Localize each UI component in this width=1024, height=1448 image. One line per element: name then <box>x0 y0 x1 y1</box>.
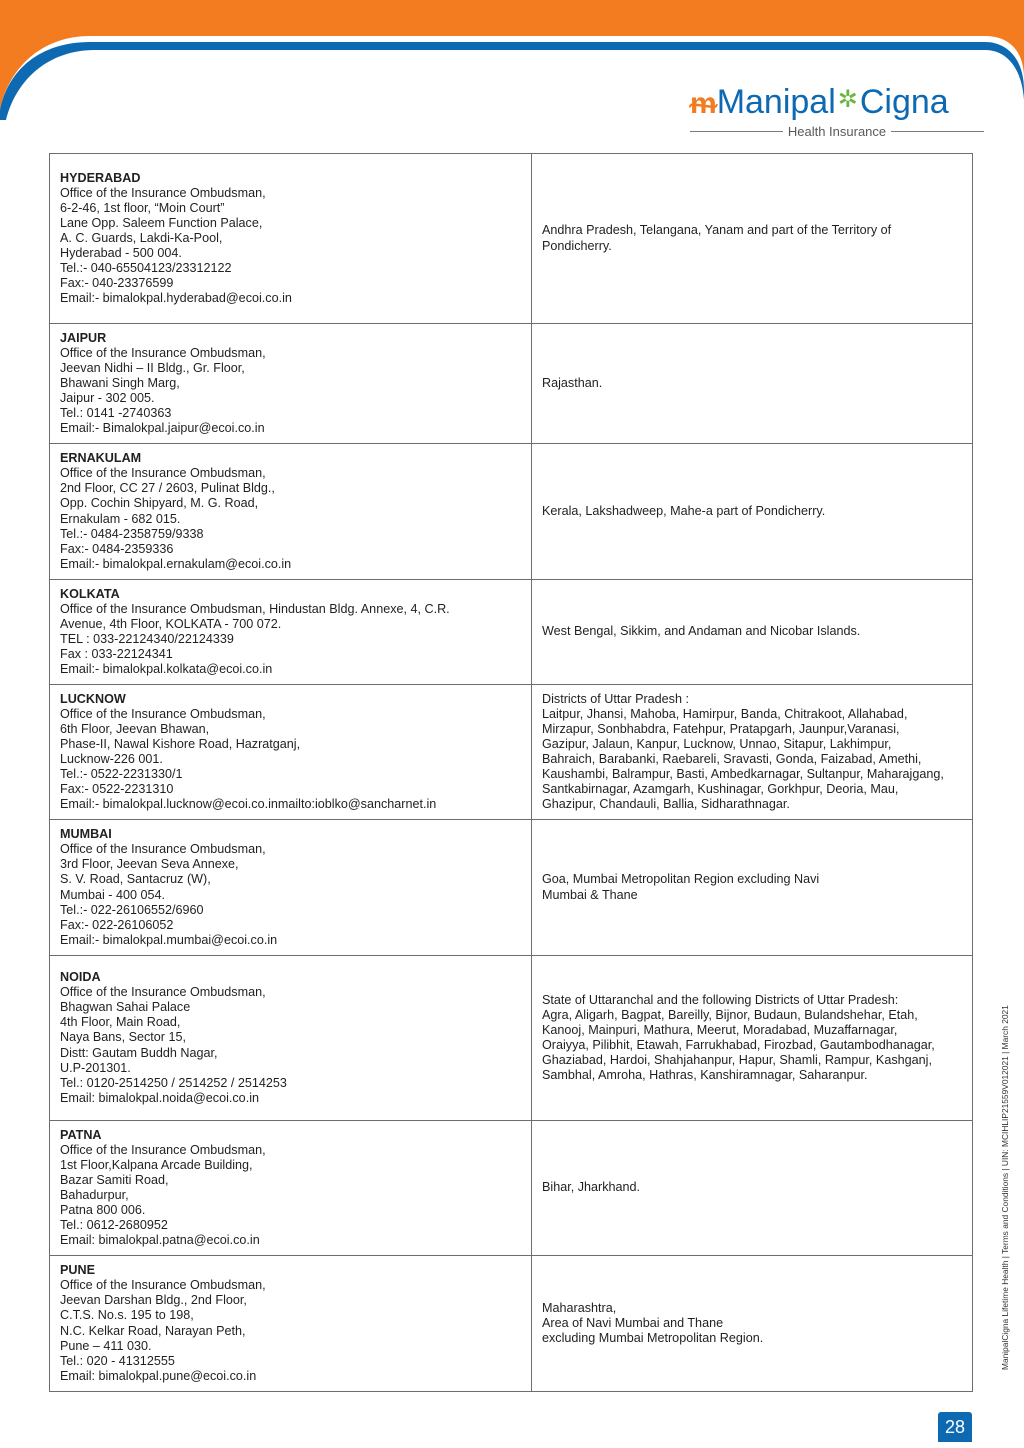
office-city: LUCKNOW <box>60 691 126 706</box>
office-address-line: Lane Opp. Saleem Function Palace, <box>60 215 263 230</box>
office-address-cell <box>50 685 532 820</box>
office-address-line: Fax:- 022-26106052 <box>60 917 174 932</box>
office-address-line: Office of the Insurance Ombudsman, <box>60 466 266 481</box>
jurisdiction-cell <box>532 580 973 685</box>
office-address-line: Email: bimalokpal.patna@ecoi.co.in <box>60 1233 260 1248</box>
logo-name-cigna: Cigna <box>859 83 949 121</box>
jurisdiction-line: West Bengal, Sikkim, and Andaman and Nicobar Islands. <box>542 624 861 639</box>
jurisdiction-line: Maharashtra, <box>542 1300 617 1315</box>
jurisdiction-line: Laitpur, Jhansi, Mahoba, Hamirpur, Banda, Chitrakoot, Allahabad, <box>542 706 908 721</box>
office-address-line: Office of the Insurance Ombudsman, <box>60 842 266 857</box>
jurisdiction-cell <box>532 1121 973 1256</box>
office-address-line: S. V. Road, Santacruz (W), <box>60 872 211 887</box>
office-row-hyderabad <box>50 154 973 324</box>
office-address-line: 3rd Floor, Jeevan Seva Annexe, <box>60 857 239 872</box>
office-address-line: Email:- bimalokpal.mumbai@ecoi.co.in <box>60 932 278 947</box>
logo-name-manipal: Manipal <box>716 83 836 121</box>
jurisdiction-line: Santkabirnagar, Azamgarh, Kushinagar, Gorkhpur, Deoria, Mau, <box>542 782 899 797</box>
office-address-line: 1st Floor,Kalpana Arcade Building, <box>60 1157 253 1172</box>
office-address-line: Tel.: 0141 -2740363 <box>60 406 172 421</box>
office-address-line: Tel.: 020 - 41312555 <box>60 1353 175 1368</box>
office-address-line: Fax:- 0484-2359336 <box>60 541 174 556</box>
office-city: PUNE <box>60 1263 95 1278</box>
jurisdiction-cell <box>532 956 973 1121</box>
jurisdiction-line: Pondicherry. <box>542 238 612 253</box>
jurisdiction-line: Kerala, Lakshadweep, Mahe-a part of Pondicherry. <box>542 503 826 518</box>
office-address-line: Phase-II, Nawal Kishore Road, Hazratganj, <box>60 736 301 751</box>
office-row-lucknow <box>50 685 973 820</box>
jurisdiction-line: excluding Mumbai Metropolitan Region. <box>542 1331 764 1346</box>
office-address-line: Fax:- 040-23376599 <box>60 276 174 291</box>
office-row-mumbai <box>50 820 973 956</box>
jurisdiction-line: Gazipur, Jalaun, Kanpur, Lucknow, Unnao, Sitapur, Lakhimpur, <box>542 736 892 751</box>
jurisdiction-line: Kanooj, Mainpuri, Mathura, Meerut, Moradabad, Muzaffarnagar, <box>542 1022 898 1037</box>
office-address-line: C.T.S. No.s. 195 to 198, <box>60 1308 194 1323</box>
office-row-pune <box>50 1256 973 1392</box>
office-address-cell <box>50 820 532 956</box>
office-address-line: Tel.:- 0484-2358759/9338 <box>60 526 204 541</box>
office-address-line: Email: bimalokpal.noida@ecoi.co.in <box>60 1090 259 1105</box>
jurisdiction-cell <box>532 324 973 444</box>
office-address-line: Bhagwan Sahai Palace <box>60 1000 191 1015</box>
office-address-line: Lucknow-226 001. <box>60 752 163 766</box>
jurisdiction-line: Goa, Mumbai Metropolitan Region excluding Navi <box>542 872 820 887</box>
office-address-line: Office of the Insurance Ombudsman, <box>60 185 266 200</box>
office-address-line: Email:- bimalokpal.lucknow@ecoi.co.inmailto:ioblko@sancharnet.in <box>60 797 437 812</box>
office-address-line: Tel.:- 0522-2231330/1 <box>60 767 183 782</box>
office-row-jaipur <box>50 324 973 444</box>
office-city: HYDERABAD <box>60 170 141 185</box>
office-address-line: Office of the Insurance Ombudsman, <box>60 706 266 721</box>
office-address-line: Tel.:- 022-26106552/6960 <box>60 902 204 917</box>
manipalcigna-logo <box>690 78 990 148</box>
jurisdiction-line: Area of Navi Mumbai and Thane <box>542 1315 724 1330</box>
office-row-ernakulam <box>50 444 973 580</box>
office-address-line: Tel.: 0612-2680952 <box>60 1218 168 1233</box>
office-address-line: Email:- bimalokpal.kolkata@ecoi.co.in <box>60 662 273 677</box>
page-number: 28 <box>938 1412 972 1442</box>
office-address-cell <box>50 1256 532 1392</box>
jurisdiction-line: Mumbai & Thane <box>542 887 638 902</box>
office-city: ERNAKULAM <box>60 451 142 466</box>
jurisdiction-line: Kaushambi, Balrampur, Basti, Ambedkarnagar, Sultanpur, Maharajgang, <box>542 767 944 782</box>
office-address-line: Ernakulam - 682 015. <box>60 511 181 526</box>
office-address-line: Pune – 411 030. <box>60 1338 152 1353</box>
office-address-line: Email:- Bimalokpal.jaipur@ecoi.co.in <box>60 421 265 436</box>
office-address-line: Fax : 033-22124341 <box>60 647 173 662</box>
office-address-line: Opp. Cochin Shipyard, M. G. Road, <box>60 496 259 511</box>
office-address-line: Office of the Insurance Ombudsman, <box>60 345 266 360</box>
office-address-line: N.C. Kelkar Road, Narayan Peth, <box>60 1323 246 1338</box>
office-address-cell <box>50 154 532 324</box>
office-address-line: Distt: Gautam Buddh Nagar, <box>60 1045 218 1060</box>
jurisdiction-cell <box>532 820 973 956</box>
office-address-line: Jeevan Darshan Bldg., 2nd Floor, <box>60 1293 247 1308</box>
jurisdiction-line: Agra, Aligarh, Bagpat, Bareilly, Bijnor, Budaun, Bulandshehar, Etah, <box>542 1007 918 1022</box>
office-city: KOLKATA <box>60 586 120 601</box>
office-address-line: 6-2-46, 1st floor, “Moin Court” <box>60 200 225 215</box>
office-address-line: A. C. Guards, Lakdi-Ka-Pool, <box>60 230 223 245</box>
office-address-line: Email:- bimalokpal.hyderabad@ecoi.co.in <box>60 291 292 306</box>
office-address-line: Patna 800 006. <box>60 1203 146 1218</box>
office-address-line: Naya Bans, Sector 15, <box>60 1030 187 1045</box>
office-row-noida <box>50 956 973 1121</box>
jurisdiction-line: Bihar, Jharkhand. <box>542 1180 641 1195</box>
office-city: NOIDA <box>60 970 101 985</box>
jurisdiction-line: Districts of Uttar Pradesh : <box>542 691 689 706</box>
office-address-line: Avenue, 4th Floor, KOLKATA - 700 072. <box>60 616 282 631</box>
office-address-line: Hyderabad - 500 004. <box>60 246 182 261</box>
office-address-line: U.P-201301. <box>60 1060 131 1075</box>
office-address-cell <box>50 324 532 444</box>
office-address-line: Fax:- 0522-2231310 <box>60 782 174 797</box>
divider <box>891 131 984 132</box>
office-city: MUMBAI <box>60 827 112 842</box>
office-address-cell <box>50 1121 532 1256</box>
office-address-line: Tel.: 0120-2514250 / 2514252 / 2514253 <box>60 1075 287 1090</box>
office-address-line: Mumbai - 400 054. <box>60 887 166 902</box>
office-city: PATNA <box>60 1127 102 1142</box>
jurisdiction-line: Ghaziabad, Hardoi, Shahjahanpur, Hapur, Shamli, Rampur, Kashganj, <box>542 1053 932 1068</box>
jurisdiction-line: Ghazipur, Chandauli, Ballia, Sidharathnagar. <box>542 797 790 812</box>
office-address-line: 2nd Floor, CC 27 / 2603, Pulinat Bldg., <box>60 481 275 496</box>
jurisdiction-cell <box>532 685 973 820</box>
footer-side-note: ManipalCigna Lifetime Health | Terms and Conditions | UIN: MCIHLIP21559V012021 | March 2021 <box>1000 1005 1010 1370</box>
office-address-line: Bahadurpur, <box>60 1188 129 1202</box>
tree-icon: ✲ <box>837 86 858 113</box>
office-city: JAIPUR <box>60 330 107 345</box>
divider <box>690 131 783 132</box>
office-address-cell <box>50 580 532 685</box>
jurisdiction-cell <box>532 444 973 580</box>
office-address-line: 6th Floor, Jeevan Bhawan, <box>60 721 210 736</box>
jurisdiction-cell <box>532 154 973 324</box>
office-address-line: Office of the Insurance Ombudsman, Hindustan Bldg. Annexe, 4, C.R. <box>60 601 450 616</box>
office-address-line: Tel.:- 040-65504123/23312122 <box>60 261 232 276</box>
office-address-line: Bhawani Singh Marg, <box>60 375 180 390</box>
office-address-line: Email:- bimalokpal.ernakulam@ecoi.co.in <box>60 556 292 571</box>
office-address-line: Jaipur - 302 005. <box>60 391 155 406</box>
manipal-m-icon: ᵯ <box>690 87 717 120</box>
jurisdiction-cell <box>532 1256 973 1392</box>
office-address-line: Bazar Samiti Road, <box>60 1172 169 1187</box>
office-address-line: TEL : 033-22124340/22124339 <box>60 632 234 646</box>
logo-tagline: Health Insurance <box>787 124 887 139</box>
jurisdiction-line: Mirzapur, Sonbhabdra, Fatehpur, Pratapgarh, Jaunpur,Varanasi, <box>542 721 900 736</box>
office-address-line: Office of the Insurance Ombudsman, <box>60 1142 266 1157</box>
jurisdiction-line: State of Uttaranchal and the following Districts of Uttar Pradesh: <box>542 992 899 1007</box>
jurisdiction-line: Rajasthan. <box>542 375 603 390</box>
jurisdiction-line: Oraiyya, Pilibhit, Etawah, Farrukhabad, Firozbad, Gautambodhanagar, <box>542 1038 935 1052</box>
office-row-kolkata <box>50 580 973 685</box>
office-address-line: Jeevan Nidhi – II Bldg., Gr. Floor, <box>60 360 245 375</box>
office-address-cell <box>50 956 532 1121</box>
office-address-line: Office of the Insurance Ombudsman, <box>60 985 266 1000</box>
office-address-line: Office of the Insurance Ombudsman, <box>60 1278 266 1293</box>
office-address-line: 4th Floor, Main Road, <box>60 1015 181 1030</box>
jurisdiction-line: Andhra Pradesh, Telangana, Yanam and part of the Territory of <box>542 223 892 238</box>
jurisdiction-line: Bahraich, Barabanki, Raebareli, Sravasti, Gonda, Faizabad, Amethi, <box>542 752 922 766</box>
office-row-patna <box>50 1121 973 1256</box>
office-address-cell <box>50 444 532 580</box>
office-address-line: Email: bimalokpal.pune@ecoi.co.in <box>60 1368 257 1383</box>
ombudsman-offices-table <box>49 153 973 1392</box>
jurisdiction-line: Sambhal, Amroha, Hathras, Kanshiramnagar, Saharanpur. <box>542 1068 868 1083</box>
